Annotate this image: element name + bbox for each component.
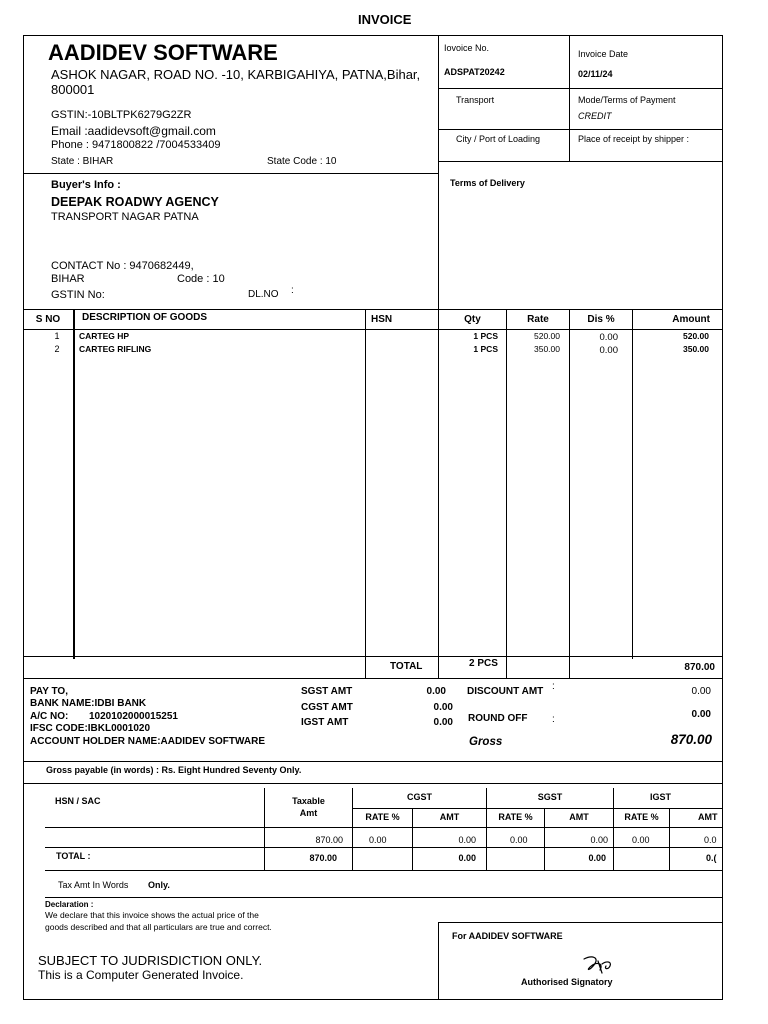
frame-top-border bbox=[23, 35, 723, 36]
seller-gstin: GSTIN:-10BLTPK6279G2ZR bbox=[51, 109, 192, 121]
seller-state: State : BIHAR bbox=[51, 156, 114, 167]
signatory-left bbox=[438, 922, 439, 1000]
buyer-dl-no: DL.NO bbox=[248, 289, 279, 300]
sgst-label: SGST AMT bbox=[301, 686, 353, 697]
col-header-dis: Dis % bbox=[587, 314, 615, 325]
words-top-line bbox=[23, 761, 723, 762]
jurisdiction-line1: SUBJECT TO JUDRISDICTION ONLY. bbox=[38, 953, 263, 968]
frame-right-border bbox=[722, 35, 723, 1000]
hsn-sac-header: HSN / SAC bbox=[55, 796, 101, 806]
items-total-bottom bbox=[23, 678, 723, 679]
invoice-no: ADSPAT20242 bbox=[444, 67, 505, 77]
gross-value: 870.00 bbox=[670, 732, 712, 747]
header-divider bbox=[438, 35, 439, 309]
hsn-total-taxable: 870.00 bbox=[309, 853, 337, 863]
round-off-colon: : bbox=[552, 714, 555, 725]
items-col-dis bbox=[632, 309, 633, 659]
hsn-total-label: TOTAL : bbox=[56, 851, 91, 861]
payment-mode-value: CREDIT bbox=[578, 111, 612, 121]
cgst-label: CGST AMT bbox=[301, 702, 353, 713]
pay-to: PAY TO, bbox=[30, 686, 68, 697]
tax-words-bottom bbox=[45, 897, 722, 898]
sgst-value: 0.00 bbox=[426, 686, 446, 697]
buyer-heading: Buyer's Info : bbox=[51, 179, 121, 191]
discount-value: 0.00 bbox=[691, 686, 711, 697]
round-off-label: ROUND OFF bbox=[468, 713, 528, 724]
discount-label: DISCOUNT AMT bbox=[467, 686, 544, 697]
hsn-row-bottom bbox=[45, 847, 722, 848]
buyer-state-code: Code : 10 bbox=[177, 273, 225, 285]
buyer-contact: CONTACT No : 9470682449, bbox=[51, 260, 194, 272]
meta-line-1 bbox=[438, 88, 722, 89]
discount-colon: : bbox=[552, 681, 555, 692]
invoice-date: 02/11/24 bbox=[578, 69, 613, 79]
terms-of-delivery-label: Terms of Delivery bbox=[450, 178, 525, 188]
col-header-hsn: HSN bbox=[371, 314, 393, 325]
igst-amt-header: AMT bbox=[698, 812, 718, 822]
gross-label: Gross bbox=[469, 736, 503, 748]
sgst-amt-header: AMT bbox=[569, 812, 589, 822]
account-no: 1020102000015251 bbox=[89, 711, 178, 722]
buyer-address: TRANSPORT NAGAR PATNA bbox=[51, 211, 199, 223]
seller-state-code: State Code : 10 bbox=[267, 156, 337, 167]
frame-bottom-border bbox=[23, 999, 723, 1000]
meta-line-2 bbox=[438, 129, 722, 130]
row-dis: 0.00 bbox=[599, 332, 618, 343]
hsn-total-sgst-amt: 0.00 bbox=[588, 853, 606, 863]
col-header-sno: S NO bbox=[35, 314, 61, 325]
row-rate: 520.00 bbox=[534, 331, 560, 341]
hsn-col-7 bbox=[669, 808, 670, 870]
seller-phone: Phone : 9471800822 /7004533409 bbox=[51, 139, 221, 151]
taxable-header: Taxable bbox=[292, 796, 325, 806]
items-col-qty bbox=[506, 309, 507, 679]
row-amount: 520.00 bbox=[683, 331, 709, 341]
bank-name: BANK NAME:IDBI BANK bbox=[30, 698, 147, 709]
hsn-total-cgst-amt: 0.00 bbox=[458, 853, 476, 863]
jurisdiction-line2: This is a Computer Generated Invoice. bbox=[38, 968, 244, 982]
invoice-no-label: Iovoice No. bbox=[444, 43, 490, 53]
signature-icon bbox=[578, 953, 618, 979]
row-qty: 1 PCS bbox=[473, 331, 498, 341]
hsn-sgst-amt: 0.00 bbox=[590, 835, 608, 845]
items-header-bottom bbox=[23, 329, 723, 330]
taxable-header-amt: Amt bbox=[299, 808, 318, 818]
seller-buyer-divider bbox=[23, 173, 438, 174]
row-qty: 1 PCS bbox=[473, 344, 498, 354]
payment-mode-label: Mode/Terms of Payment bbox=[578, 95, 676, 105]
items-total-amount: 870.00 bbox=[684, 662, 715, 673]
invoice-date-label: Invoice Date bbox=[578, 49, 629, 59]
meta-line-3 bbox=[438, 161, 722, 162]
hsn-igst-amt: 0.0 bbox=[704, 835, 717, 845]
authorised-signatory: Authorised Signatory bbox=[521, 977, 613, 987]
round-off-value: 0.00 bbox=[691, 709, 711, 720]
items-total-top bbox=[23, 656, 723, 657]
cgst-rate-header: RATE % bbox=[365, 812, 400, 822]
col-header-amount: Amount bbox=[672, 314, 710, 325]
tax-amt-words-label: Tax Amt In Words bbox=[58, 880, 129, 890]
igst-value: 0.00 bbox=[433, 717, 453, 728]
declaration-line2: goods described and that all particulars are true and correct. bbox=[45, 922, 272, 932]
frame-left-border bbox=[23, 35, 24, 1000]
hsn-total-bottom bbox=[45, 870, 722, 871]
hsn-total-igst-amt: 0.( bbox=[706, 853, 717, 863]
items-col-hsn bbox=[438, 309, 439, 679]
igst-header: IGST bbox=[650, 792, 672, 802]
ifsc-code: IFSC CODE:IBKL0001020 bbox=[30, 723, 151, 734]
row-description: CARTEG HP bbox=[79, 331, 130, 341]
account-no-label: A/C NO: bbox=[30, 711, 69, 722]
seller-email: Email :aadidevsoft@gmail.com bbox=[51, 124, 216, 138]
sgst-rate-header: RATE % bbox=[498, 812, 533, 822]
items-col-rate bbox=[569, 309, 570, 679]
row-dis: 0.00 bbox=[599, 345, 618, 356]
col-header-description: DESCRIPTION OF GOODS bbox=[82, 312, 208, 323]
seller-name: AADIDEV SOFTWARE bbox=[48, 40, 278, 65]
seller-address-line2: 800001 bbox=[51, 82, 95, 97]
city-port-label: City / Port of Loading bbox=[456, 134, 541, 144]
sgst-header: SGST bbox=[537, 792, 563, 802]
row-rate: 350.00 bbox=[534, 344, 560, 354]
hsn-subheader-line bbox=[352, 808, 722, 809]
amount-in-words: Gross payable (in words) : Rs. Eight Hundred Seventy Only. bbox=[46, 765, 302, 775]
buyer-state: BIHAR bbox=[51, 273, 85, 285]
hsn-sgst-rate: 0.00 bbox=[510, 835, 528, 845]
buyer-name: DEEPAK ROADWY AGENCY bbox=[51, 195, 219, 209]
hsn-cgst-amt: 0.00 bbox=[458, 835, 476, 845]
transport-label: Transport bbox=[456, 95, 495, 105]
row-sno: 1 bbox=[54, 331, 60, 341]
cgst-amt-header: AMT bbox=[439, 812, 460, 822]
hsn-cgst-rate: 0.00 bbox=[369, 835, 387, 845]
declaration-line1: We declare that this invoice shows the actual price of the bbox=[45, 910, 259, 920]
declaration-heading: Declaration : bbox=[45, 900, 94, 909]
seller-address-line1: ASHOK NAGAR, ROAD NO. -10, KARBIGAHIYA, PATNA,Bihar, bbox=[51, 67, 421, 82]
items-total-label: TOTAL bbox=[390, 661, 423, 672]
words-bottom-line bbox=[23, 783, 723, 784]
meta-divider bbox=[569, 35, 570, 161]
hsn-col-6 bbox=[613, 788, 614, 870]
account-holder: ACCOUNT HOLDER NAME:AADIDEV SOFTWARE bbox=[30, 736, 265, 747]
invoice-title: INVOICE bbox=[358, 12, 412, 27]
place-of-receipt-label: Place of receipt by shipper : bbox=[578, 134, 690, 144]
hsn-taxable: 870.00 bbox=[315, 835, 343, 845]
items-col-desc bbox=[365, 309, 366, 679]
hsn-igst-rate: 0.00 bbox=[632, 835, 650, 845]
items-header-top bbox=[23, 309, 723, 310]
items-col-sno bbox=[73, 309, 75, 659]
row-description: CARTEG RIFLING bbox=[79, 344, 152, 354]
row-sno: 2 bbox=[54, 344, 60, 354]
for-company: For AADIDEV SOFTWARE bbox=[452, 931, 563, 941]
buyer-dl-colon: : bbox=[291, 285, 294, 296]
col-header-qty: Qty bbox=[464, 314, 481, 325]
igst-rate-header: RATE % bbox=[624, 812, 659, 822]
tax-amt-words-value: Only. bbox=[148, 880, 170, 890]
signatory-top bbox=[438, 922, 722, 923]
hsn-header-bottom bbox=[45, 827, 722, 828]
items-total-qty: 2 PCS bbox=[469, 658, 498, 669]
igst-label: IGST AMT bbox=[301, 717, 349, 728]
row-amount: 350.00 bbox=[683, 344, 709, 354]
col-header-rate: Rate bbox=[527, 314, 549, 325]
cgst-value: 0.00 bbox=[433, 702, 453, 713]
cgst-header: CGST bbox=[406, 792, 432, 802]
buyer-gstin: GSTIN No: bbox=[51, 289, 105, 301]
